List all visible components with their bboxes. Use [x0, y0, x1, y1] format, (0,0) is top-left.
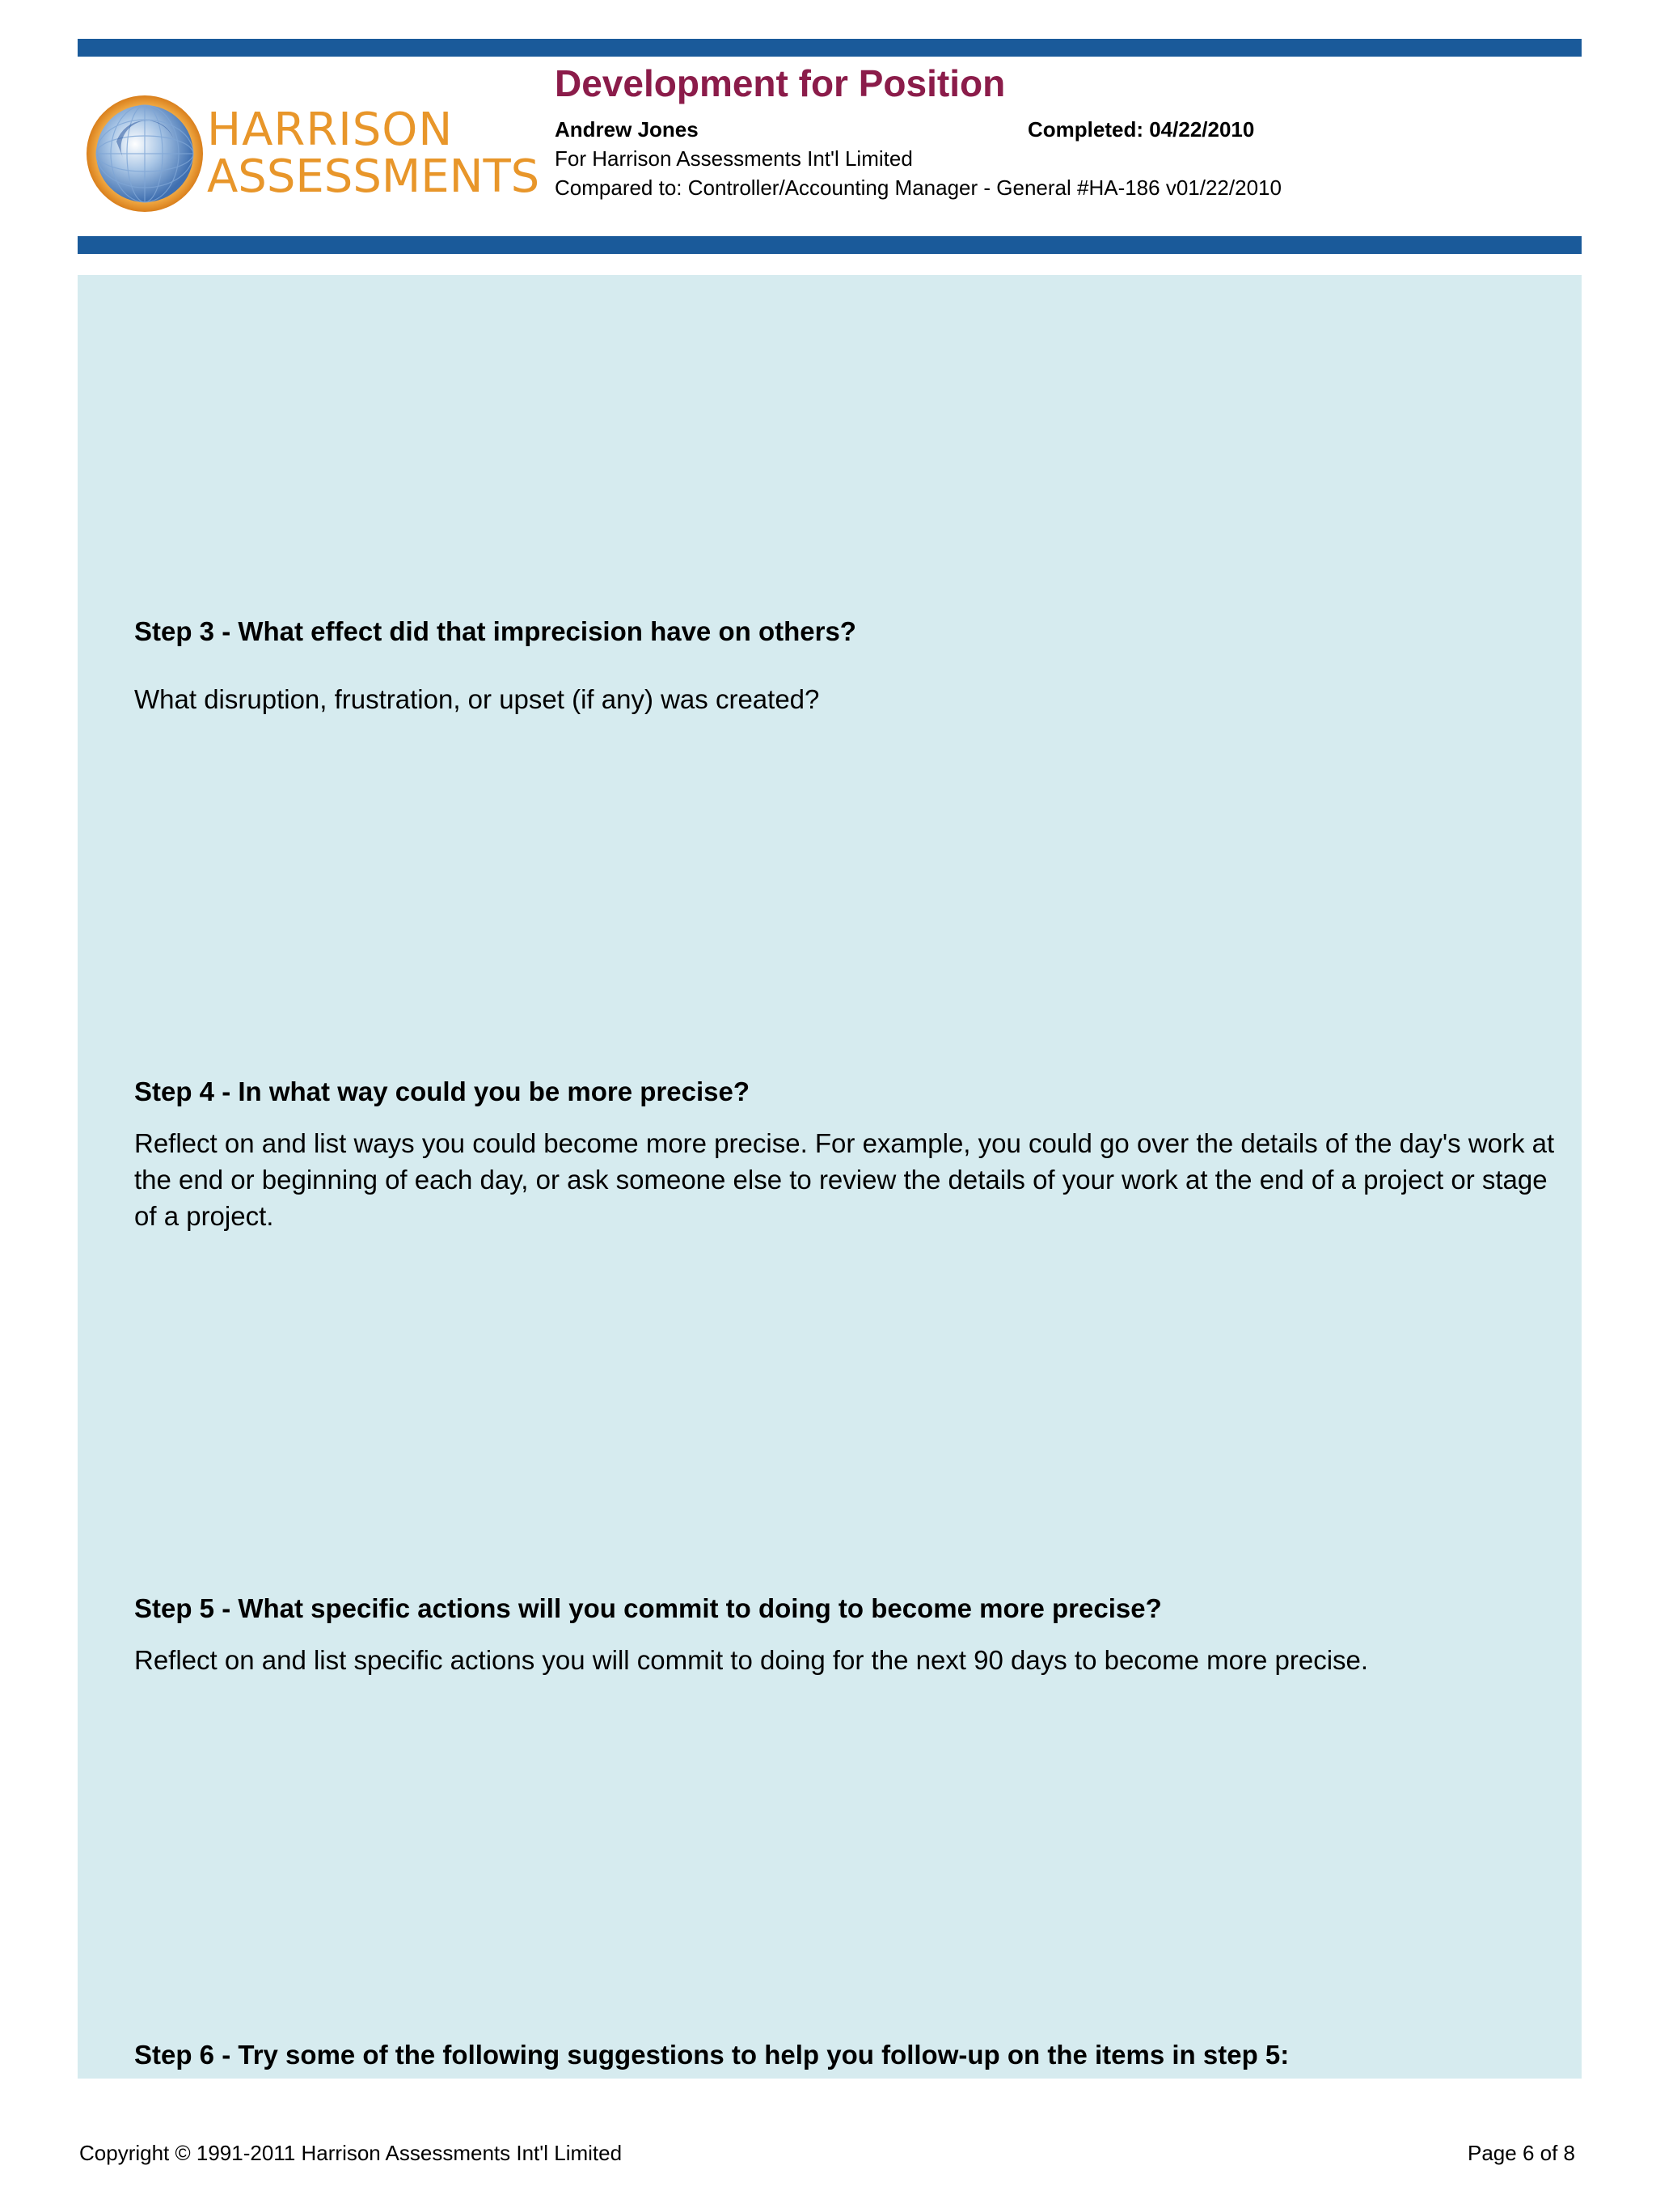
step-heading: Step 6 - Try some of the following suggestions to help you follow-up on the items in step 5:	[134, 2040, 1290, 2070]
logo-text-line1: HARRISON	[207, 104, 454, 156]
copyright-text: Copyright © 1991-2011 Harrison Assessments Int'l Limited	[79, 2141, 623, 2165]
step-6	[134, 2038, 1574, 2072]
candidate-name: Andrew Jones	[555, 117, 699, 142]
globe-icon	[84, 93, 205, 214]
step-heading: Step 4 - In what way could you be more precise?	[134, 1076, 750, 1106]
header-top-bar	[78, 39, 1582, 57]
step-3	[134, 615, 1574, 717]
report-title: Development for Position	[555, 62, 1006, 104]
step-body: Reflect on and list specific actions you will commit to doing for the next 90 days to become more precise.	[134, 1645, 1369, 1675]
completed-date: Completed: 04/22/2010	[1028, 117, 1255, 142]
step-heading: Step 3 - What effect did that imprecision have on others?	[134, 616, 856, 646]
compared-to-line: Compared to: Controller/Accounting Manager - General #HA-186 v01/22/2010	[555, 176, 1282, 200]
header-bottom-bar	[78, 236, 1582, 254]
organization-line: For Harrison Assessments Int'l Limited	[555, 146, 913, 171]
step-body: What disruption, frustration, or upset (if any) was created?	[134, 684, 820, 714]
step-4	[134, 1075, 1574, 1234]
step-heading: Step 5 - What specific actions will you commit to doing to become more precise?	[134, 1593, 1162, 1623]
harrison-assessments-logo	[84, 89, 540, 218]
logo-text-line2: ASSESSMENTS	[207, 150, 540, 203]
step-body: Reflect on and list ways you could become more precise. For example, you could go over the details of the day's work at the end or beginning of each day, or ask someone else to review the details of your work at the end of a project or stage of a project.	[134, 1128, 1555, 1231]
page-number: Page 6 of 8	[1468, 2141, 1575, 2165]
content-panel	[78, 275, 1582, 2079]
step-5	[134, 1592, 1574, 1678]
